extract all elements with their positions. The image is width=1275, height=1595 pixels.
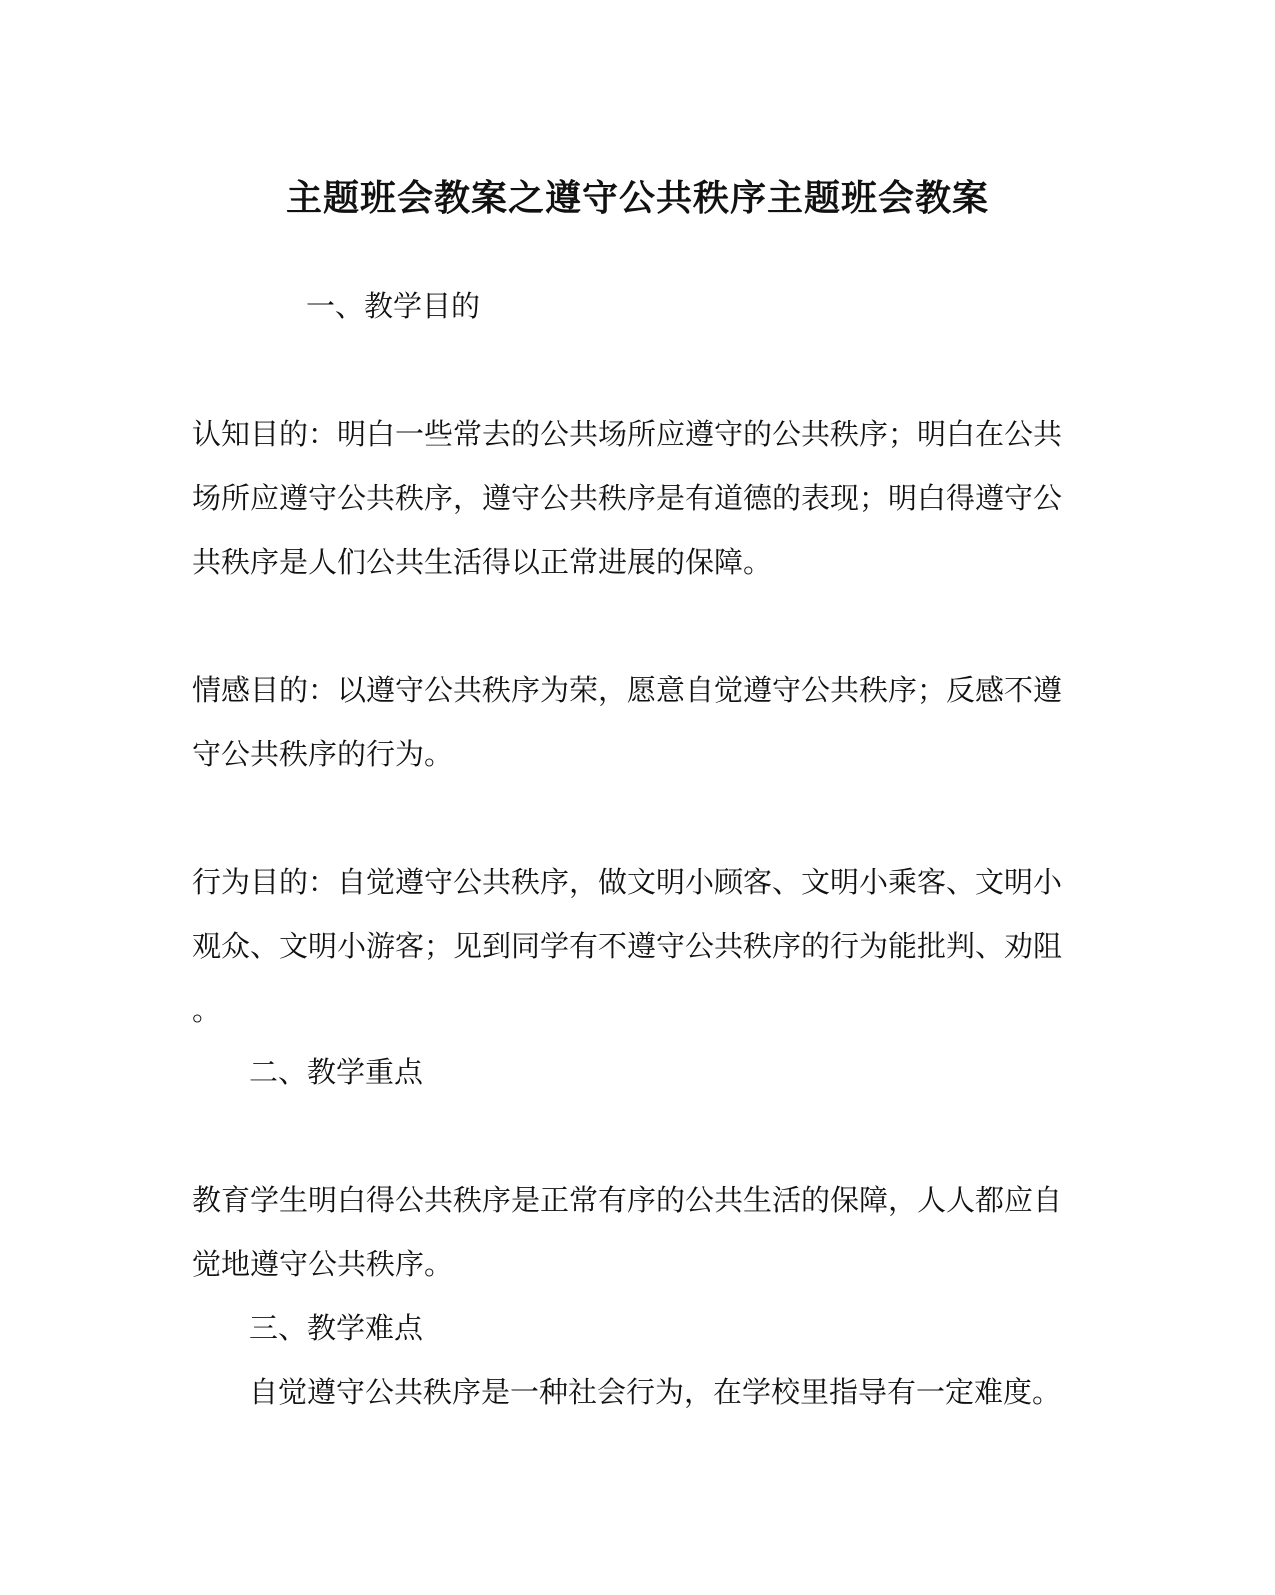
paragraph-line: 教育学生明白得公共秩序是正常有序的公共生活的保障，人人都应自 <box>192 1183 1063 1217</box>
paragraph-line: 场所应遵守公共秩序，遵守公共秩序是有道德的表现；明白得遵守公 <box>192 481 1063 515</box>
paragraph-line: 观众、文明小游客；见到同学有不遵守公共秩序的行为能批判、劝阻 <box>192 929 1063 963</box>
section-heading-key-points: 二、教学重点 <box>249 1055 424 1089</box>
section-heading-objectives: 一、教学目的 <box>306 289 481 323</box>
paragraph-line: 共秩序是人们公共生活得以正常进展的保障。 <box>192 545 773 579</box>
paragraph-line: 觉地遵守公共秩序。 <box>192 1247 454 1281</box>
document-title: 主题班会教案之遵守公共秩序主题班会教案 <box>285 177 989 219</box>
paragraph-line: 行为目的：自觉遵守公共秩序，做文明小顾客、文明小乘客、文明小 <box>192 865 1063 899</box>
paragraph-line: 自觉遵守公共秩序是一种社会行为，在学校里指导有一定难度。 <box>249 1375 1062 1409</box>
paragraph-line: 情感目的：以遵守公共秩序为荣，愿意自觉遵守公共秩序；反感不遵 <box>192 673 1063 707</box>
paragraph-line: 守公共秩序的行为。 <box>192 737 454 771</box>
paragraph-line: 。 <box>192 993 222 1027</box>
paragraph-line: 认知目的：明白一些常去的公共场所应遵守的公共秩序；明白在公共 <box>192 417 1063 451</box>
section-heading-difficulties: 三、教学难点 <box>249 1311 424 1345</box>
